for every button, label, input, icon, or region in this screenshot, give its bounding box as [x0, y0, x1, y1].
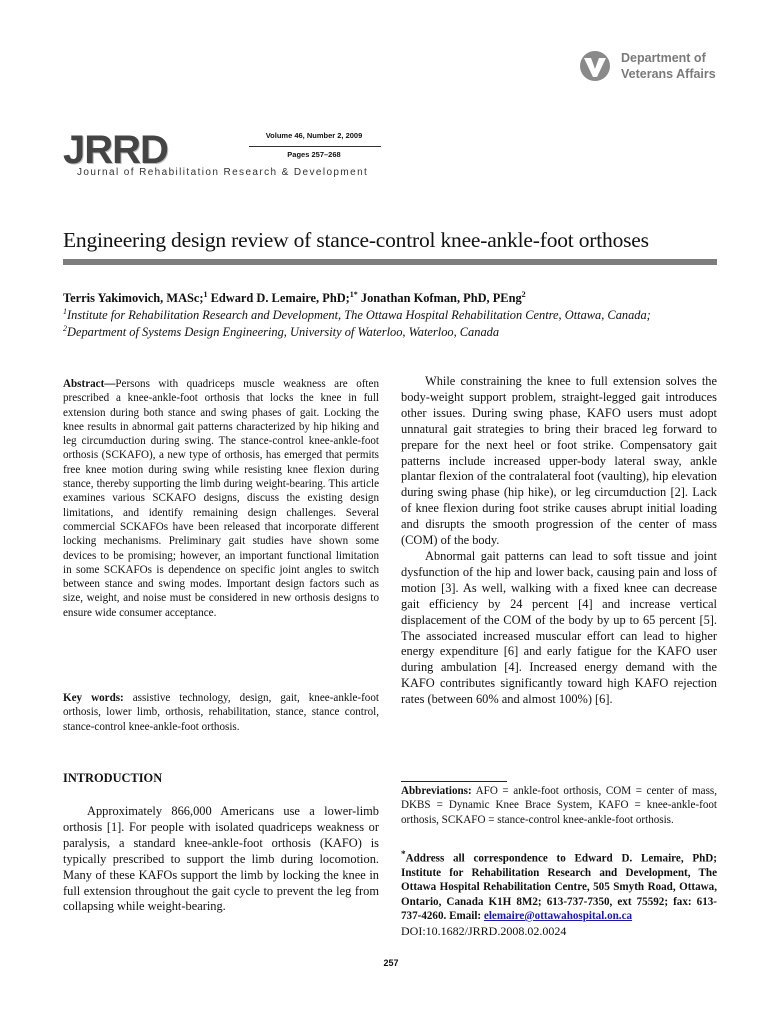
va-logo-icon — [579, 50, 613, 82]
va-name: Department of Veterans Affairs — [621, 51, 716, 81]
doi: DOI:10.1682/JRRD.2008.02.0024 — [401, 924, 567, 938]
footnote-rule — [401, 781, 507, 782]
introduction-heading: INTRODUCTION — [63, 771, 163, 785]
introduction-body: Approximately 866,000 Americans use a lower-limb orthosis [1]. For people with isolated quadriceps weakness or paralysis, a standard knee-ankle-foot orthosis (KAFO) is typically prescribed to support the limb during locomotion. Many of these KAFOs support the limb by locking the knee in full extension throughout the gait cycle to prevent the leg from collapsing while weight-bearing. — [63, 804, 379, 914]
abbreviations-footnote: Abbreviations: AFO = ankle-foot orthosis, COM = center of mass, DKBS = Dynamic Knee Brace System, KAFO = knee-ankle-foot orthosis, SCKAFO = stance-control knee-ankle-foot orthosis. — [401, 785, 717, 826]
abstract: Abstract—Persons with quadriceps muscle weakness are often prescribed a knee-ankle-foot orthosis that locks the knee in full extension during both stance and swing phases of gait. Locking the knee results in abnormal gait patterns characterized by hip hiking and leg circumduction during swing. The stance-control knee-ankle-foot orthosis (SCKAFO), a new type of orthosis, has emerged that permits free knee motion during swing while resisting knee flexion during stance, thereby supporting the limb during weight-bearing. This article examines various SCKAFO designs, discuss the existing design limitations, and identify remaining design challenges. Several commercial SCKAFOs have been released that incorporate different locking mechanisms. Preliminary gait studies have shown some devices to be promising; however, an important functional limitation in some SCKAFOs is dependence on specific joint angles to switch between stance and swing modes. Important design factors such as size, weight, and noise must be considered in new orthosis designs to ensure wide consumer acceptance. — [63, 378, 379, 619]
affiliation-2: $^2$Department of Systems Design Engineering, University of Waterloo, Waterloo, Canada — [63, 324, 500, 340]
article-title: Engineering design review of stance-control knee-ankle-foot orthoses — [63, 228, 649, 252]
jrrd-logo: JRRD — [63, 128, 168, 172]
title-rule — [63, 259, 717, 265]
body-text: While constraining the knee to full extension solves the body-weight support problem, straight-legged gait introduces other issues. During swing phase, KAFO users must adopt unnatural gait strategies to bring their braced leg forward to prepare for the next heel or foot strike. Compensatory gait patterns include increased upper-body lateral sway, ankle plantar flexion of the contralateral foot (vaulting), hip elevation during swing phase (hip hike), or leg circumduction [2]. Lack of knee flexion during foot strike causes abrupt initial loading and disrupts the smooth progression of the center of mass (COM) of the body. Abnormal gait patterns can lead to soft tissue and joint dysfunction of the hip and lower back, causing pain and loss of motion [3]. As well, walking with a fixed knee can decrease gait efficiency by 24 percent [4] and increase vertical displacement of the COM of the body by up to 65 percent [5]. The associated increased muscular effort can lead to higher energy expenditure [6] and early fatigue for the KAFO user during ambulation [4]. Increased energy demand with the KAFO contributes significantly toward high KAFO rejection rates (between 60% and almost 100%) [6]. — [401, 374, 717, 707]
keywords: Key words: assistive technology, design, gait, knee-ankle-foot orthosis, lower limb, orthosis, rehabilitation, stance, stance control, stance-control knee-ankle-foot orthosis. — [63, 692, 379, 733]
author-list: Terris Yakimovich, MASc;$^1$ Edward D. Lemaire, PhD;$^{1*}$ Jonathan Kofman, PhD, PEng$^2$ — [63, 290, 526, 306]
journal-masthead — [63, 127, 393, 187]
masthead-rule — [249, 146, 381, 147]
va-logo-block — [579, 50, 729, 90]
volume-info: Volume 46, Number 2, 2009 — [265, 131, 363, 140]
correspondence-footnote: *Address all correspondence to Edward D. Lemaire, PhD; Institute for Rehabilitation Research and Development, The Ottawa Hospital Rehabilitation Centre, 505 Smyth Road, Ottawa, Ontario, Canada K1H 8M2; 613-737-7350, ext 75592; fax: 613-737-4260. Email: elemaire@ottawahospital.on.ca — [401, 850, 717, 922]
page-range: Pages 257–268 — [287, 150, 341, 159]
affiliation-1: $^1$Institute for Rehabilitation Research and Development, The Ottawa Hospital Rehabilitation Centre, Ottawa, Canada; — [63, 307, 651, 323]
journal-name: Journal of Rehabilitation Research & Development — [77, 167, 369, 178]
page-number: 257 — [383, 958, 399, 968]
email-link[interactable]: elemaire@ottawahospital.on.ca — [483, 909, 633, 922]
